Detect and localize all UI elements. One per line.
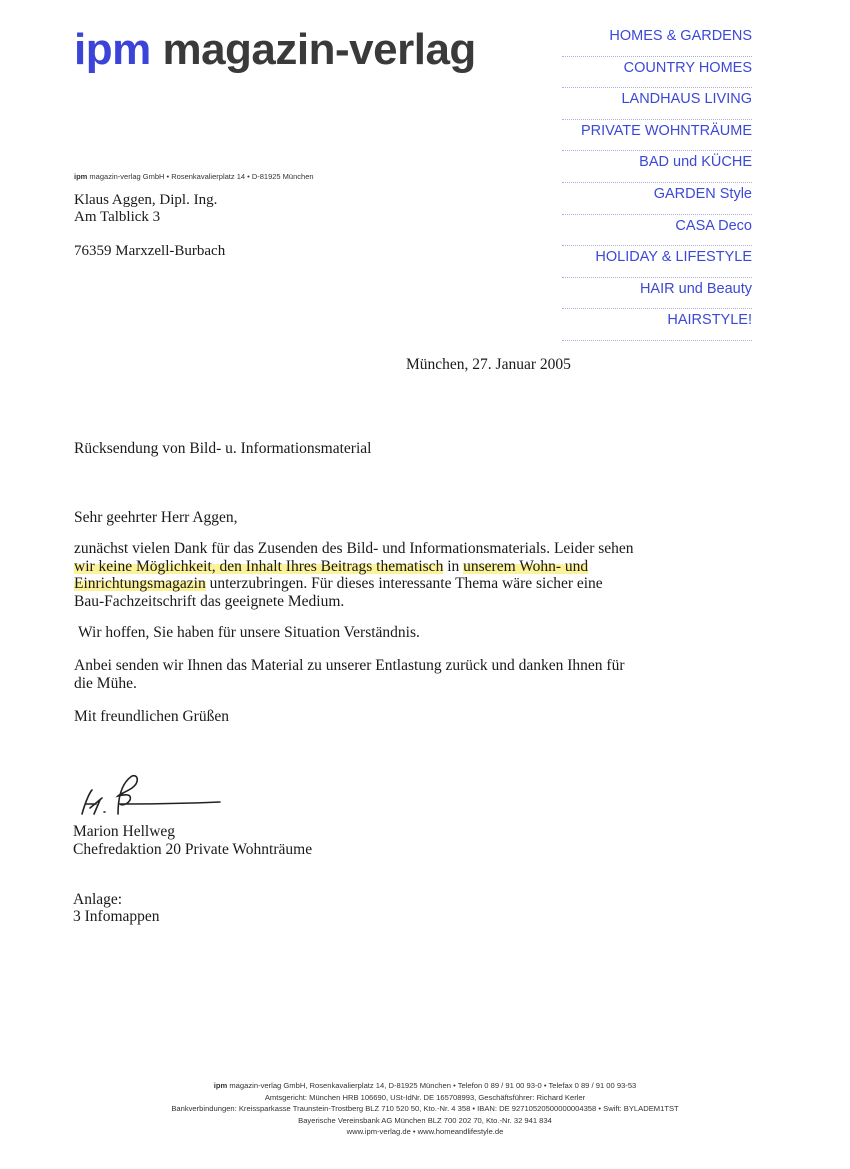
body-paragraph-2: Wir hoffen, Sie haben für unsere Situation Verständnis. <box>78 624 420 641</box>
magazine-item: HOMES & GARDENS <box>562 25 752 57</box>
magazine-item: HOLIDAY & LIFESTYLE <box>562 246 752 278</box>
paragraph-text: zunächst vielen Dank für das Zusenden des Bild- und Informationsmaterials. Leider sehen <box>74 540 634 557</box>
paragraph-text: in <box>443 557 464 575</box>
salutation: Sehr geehrter Herr Aggen, <box>74 509 238 526</box>
magazine-item: COUNTRY HOMES <box>562 57 752 89</box>
footer-line <box>0 1080 850 1092</box>
body-paragraph-3: Anbei senden wir Ihnen das Material zu unserer Entlastung zurück und danken Ihnen für die Mühe. <box>74 657 625 692</box>
footer-line: Bayerische Vereinsbank AG München BLZ 700 202 70, Kto.-Nr. 32 941 834 <box>298 1115 552 1125</box>
magazine-item: CASA Deco <box>562 215 752 247</box>
recipient-street: Am Talblick 3 <box>74 209 161 225</box>
footer-brand: ipm <box>213 1081 228 1090</box>
recipient-city: 76359 Marxzell-Burbach <box>74 243 226 259</box>
magazine-item: HAIR und Beauty <box>562 278 752 310</box>
highlighted-text: unserem Wohn- und Einrichtungsmagazin <box>74 557 589 592</box>
company-logo <box>74 25 476 74</box>
sender-address: magazin-verlag GmbH • Rosenkavalierplatz 14 • D-81925 München <box>87 172 314 181</box>
footer-websites: www.ipm-verlag.de • www.homeandlifestyle.de <box>346 1127 504 1136</box>
signer-title: Chefredaktion 20 Private Wohnträume <box>73 841 313 858</box>
magazine-item: GARDEN Style <box>562 183 752 215</box>
enclosure-item: 3 Infomappen <box>73 908 160 925</box>
magazine-item: HAIRSTYLE! <box>562 309 752 341</box>
magazine-item: BAD und KÜCHE <box>562 151 752 183</box>
magazine-list <box>562 25 752 341</box>
highlighted-text: wir keine Möglichkeit, den Inhalt Ihres Beitrags thematisch <box>74 557 444 575</box>
letter-date: München, 27. Januar 2005 <box>406 356 571 373</box>
sender-brand: ipm <box>74 172 88 181</box>
letter-subject: Rücksendung von Bild- u. Informationsmaterial <box>74 440 372 457</box>
footer-line: Bankverbindungen: Kreissparkasse Traunstein-Trostberg BLZ 710 520 50, Kto.-Nr. 4 358 • IBAN: DE 92710520500000004358 • Swift: BYLADEM1TST <box>171 1104 679 1113</box>
magazine-item: PRIVATE WOHNTRÄUME <box>562 120 752 152</box>
magazine-item: LANDHAUS LIVING <box>562 88 752 120</box>
logo-brand: ipm <box>74 25 151 74</box>
body-paragraph-1 <box>74 540 634 610</box>
closing: Mit freundlichen Grüßen <box>74 708 229 725</box>
sender-return-address <box>74 172 314 181</box>
recipient-name: Klaus Aggen, Dipl. Ing. <box>74 192 218 208</box>
handwritten-signature <box>74 770 234 830</box>
signer-name: Marion Hellweg <box>73 823 176 840</box>
enclosure-label: Anlage: <box>73 891 123 908</box>
footer-address: magazin-verlag GmbH, Rosenkavalierplatz 14, D-81925 München • Telefon 0 89 / 91 00 93-0 • Telefax 0 89 / 91 00 93-53 <box>227 1081 637 1090</box>
paragraph-text: unterzubringen. Für dieses interessante Thema wäre sicher eine Bau-Fachzeitschrift das geeignete Medium. <box>74 575 603 610</box>
logo-name: magazin-verlag <box>150 25 476 74</box>
letterhead-footer <box>0 1080 850 1138</box>
footer-line: Amtsgericht: München HRB 106690, USt-IdNr. DE 165708993, Geschäftsführer: Richard Kerler <box>264 1092 586 1102</box>
